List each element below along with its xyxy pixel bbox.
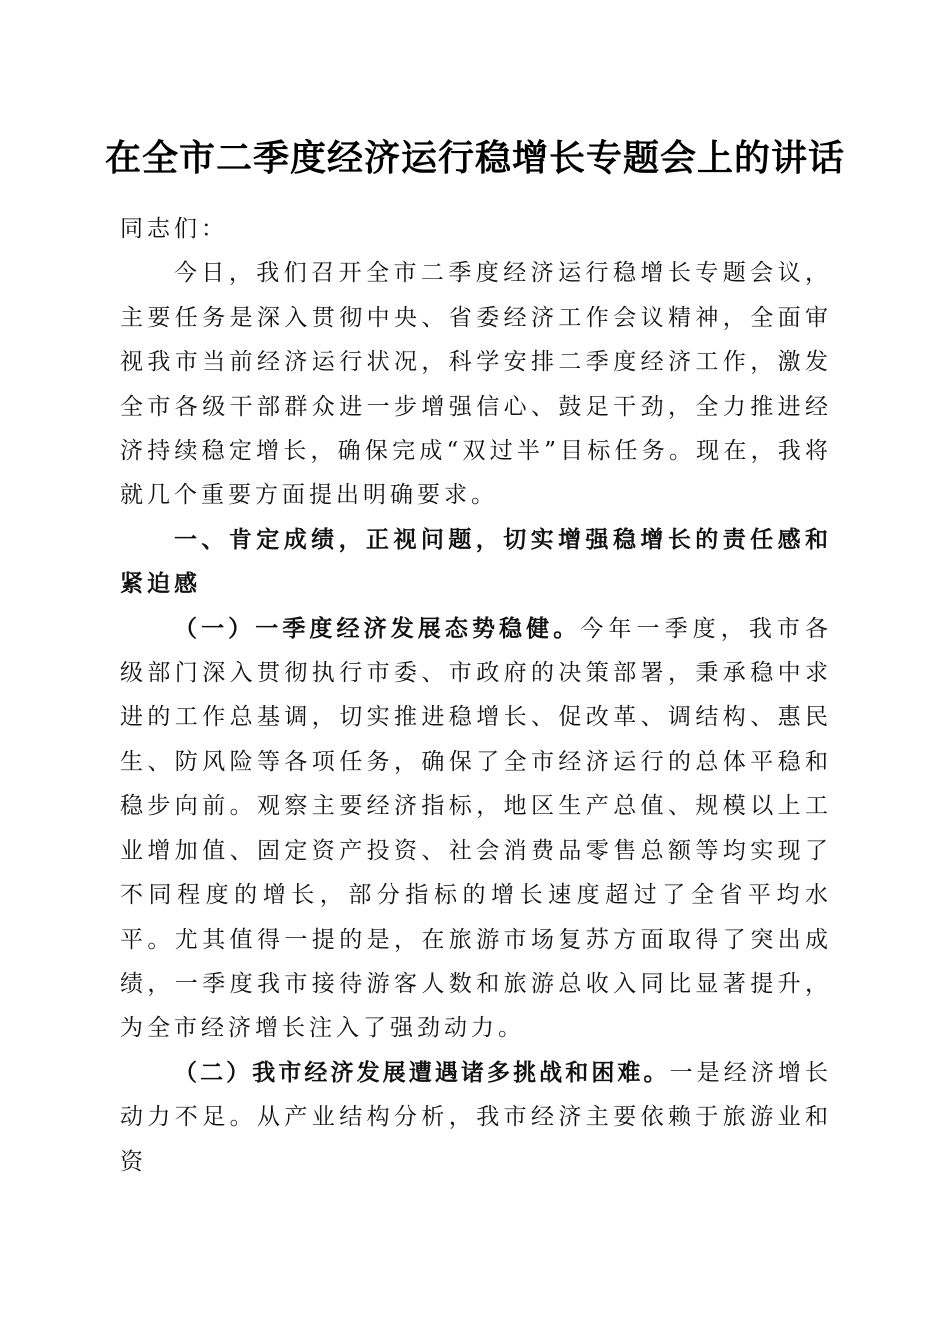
subsection-heading-2: （二）我市经济发展遭遇诸多挑战和困难。 bbox=[174, 1059, 670, 1086]
document-title: 在全市二季度经济运行稳增长专题会上的讲话 bbox=[104, 138, 845, 179]
subsection-paragraph-2 bbox=[120, 1051, 832, 1184]
salutation: 同志们： bbox=[120, 216, 228, 242]
subsection-text-1: 今年一季度，我市各级部门深入贯彻执行市委、市政府的决策部署，秉承稳中求进的工作总基调，切实推进稳增长、促改革、调结构、惠民生、防风险等各项任务，确保了全市经济运行的总体平稳和稳步向前。观察主要经济指标，地区生产总值、规模以上工业增加值、固定资产投资、社会消费品零售总额等均实现了不同程度的增长，部分指标的增长速度超过了全省平均水平。尤其值得一提的是，在旅游市场复苏方面取得了突出成绩，一季度我市接待游客人数和旅游总收入同比显著提升，为全市经济增长注入了强劲动力。 bbox=[120, 615, 833, 1042]
subsection-paragraph-1 bbox=[120, 607, 832, 1051]
document-body bbox=[120, 207, 832, 1184]
subsection-heading-1: （一）一季度经济发展态势稳健。 bbox=[174, 615, 581, 642]
subsection-text-2: 一是经济增长动力不足。从产业结构分析，我市经济主要依赖于旅游业和资 bbox=[120, 1059, 833, 1175]
section-heading-1: 一、肯定成绩，正视问题，切实增强稳增长的责任感和紧迫感 bbox=[120, 526, 832, 598]
intro-paragraph: 今日，我们召开全市二季度经济运行稳增长专题会议，主要任务是深入贯彻中央、省委经济工作会议精神，全面审视我市当前经济运行状况，科学安排二季度经济工作，激发全市各级干部群众进一步增强信心、鼓足干劲，全力推进经济持续稳定增长，确保完成“双过半”目标任务。现在，我将就几个重要方面提出明确要求。 bbox=[120, 260, 832, 509]
